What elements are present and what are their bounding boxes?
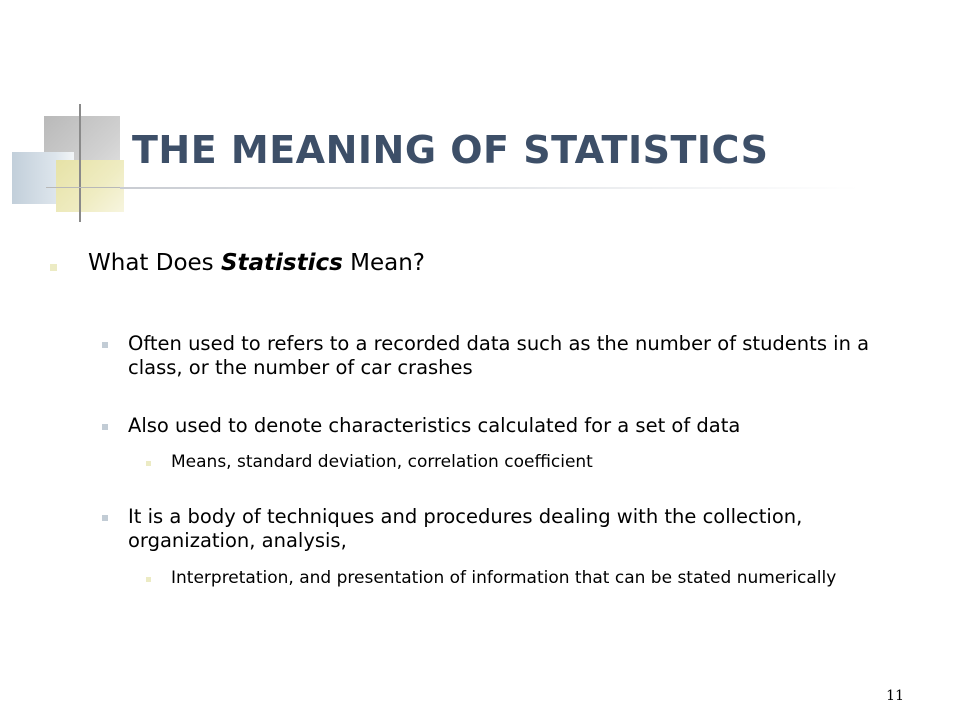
sub-bullet-icon xyxy=(102,515,108,521)
sub-sub-bullet-icon xyxy=(146,461,151,466)
point-3-text: It is a body of techniques and procedures dealing with the collection, organization, analysis, xyxy=(128,505,803,552)
point-1-text: Often used to refers to a recorded data such as the number of students in a class, or the number of car crashes xyxy=(128,332,870,379)
slide-title: THE MEANING OF STATISTICS xyxy=(132,128,769,172)
sub-bullet-icon xyxy=(102,342,108,348)
bullet-icon xyxy=(50,264,57,271)
heading-suffix: Mean? xyxy=(342,250,426,276)
point-2-subtext: Means, standard deviation, correlation coefficient xyxy=(171,452,593,472)
point-2-text: Also used to denote characteristics calculated for a set of data xyxy=(128,414,741,437)
title-underline xyxy=(120,187,860,189)
point-3-subtext: Interpretation, and presentation of information that can be stated numerically xyxy=(171,568,837,588)
heading-emphasis: Statistics xyxy=(220,250,343,276)
decorative-yellow-square xyxy=(56,160,124,212)
sub-sub-bullet-icon xyxy=(146,577,151,582)
page-number: 11 xyxy=(886,688,904,704)
heading-prefix: What Does xyxy=(88,250,221,276)
decorative-vertical-line xyxy=(79,104,81,222)
heading-bullet-text xyxy=(88,249,425,277)
sub-bullet-icon xyxy=(102,424,108,430)
decorative-corner-graphic xyxy=(0,0,160,230)
